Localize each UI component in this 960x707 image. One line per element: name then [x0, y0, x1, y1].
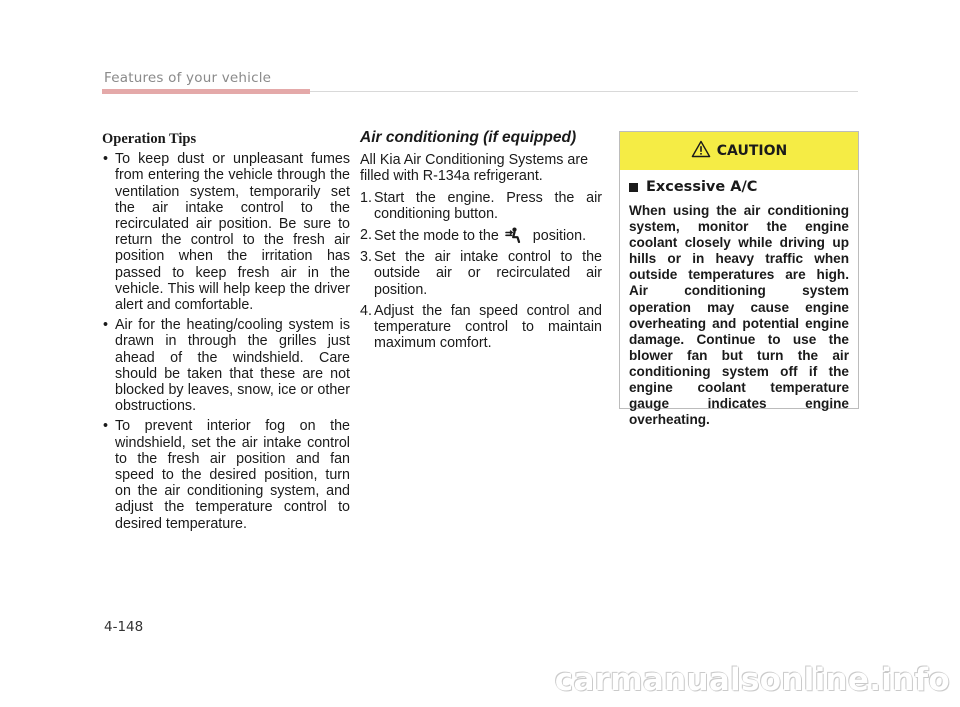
tip-item — [102, 418, 350, 531]
step-text: Adjust the fan speed control and temperature control to maintain maximum comfort. — [374, 302, 602, 352]
header-accent-bar — [102, 89, 310, 94]
air-conditioning-column — [360, 128, 602, 356]
tips-list — [102, 151, 350, 532]
operation-tips-heading: Operation Tips — [102, 131, 197, 147]
caution-body-text: When using the air conditioning system, monitor the engine coolant closely while driving up hills or in heavy traffic when outside temperatures are high. Air conditioning system operation may cause engine overheating and potential engine damage. Continue to use the blower fan but turn the air conditioning system off if the engine coolant temperature gauge indicates engine overheating. — [629, 203, 849, 428]
ac-step — [360, 190, 602, 222]
ac-step — [360, 303, 602, 352]
tip-text: To prevent interior fog on the windshield, set the air intake control to the fresh air position and fan speed to the desired position, turn on the air conditioning system, and adjust the temperature control to desired temperature. — [115, 418, 350, 532]
tip-text: Air for the heating/cooling system is drawn in through the grilles just ahead of the windshield. Care should be taken that these are not blocked by leaves, snow, ice or other obstructions. — [115, 317, 350, 415]
step-text-after-icon: position. — [532, 228, 587, 245]
face-vent-mode-icon — [499, 227, 533, 243]
air-conditioning-intro: All Kia Air Conditioning Systems are filled with R-134a refrigerant. — [360, 152, 589, 185]
step-number: 2. — [360, 227, 372, 244]
bullet-icon: • — [103, 317, 109, 334]
bullet-icon: • — [103, 151, 109, 168]
step-text: Start the engine. Press the air conditioning button. — [374, 189, 602, 222]
warning-triangle-icon — [691, 140, 711, 163]
step-number: 4. — [360, 302, 372, 319]
caution-banner — [620, 132, 858, 170]
header-rule — [310, 91, 858, 92]
air-conditioning-heading: Air conditioning (if equipped) — [360, 129, 577, 146]
section-title: Features of your vehicle — [104, 70, 272, 86]
ac-step — [360, 249, 602, 298]
tip-item — [102, 317, 350, 414]
tip-item — [102, 151, 350, 313]
watermark: carmanualsonline.info — [554, 662, 950, 698]
bullet-icon: • — [103, 418, 109, 435]
square-bullet-icon — [629, 183, 638, 192]
page-number: 4-148 — [104, 619, 144, 635]
operation-tips-column — [102, 128, 350, 536]
tip-text: To keep dust or unpleasant fumes from entering the vehicle through the ventilation system, temporarily set the air intake control to the recirculated air position. Be sure to return the control to the fresh air position when the irritation has passed to keep fresh air in the vehicle. This will help keep the driver alert and comfortable. — [115, 151, 350, 314]
step-text: Set the air intake control to the outside air or recirculated air position. — [374, 249, 602, 298]
step-text: Set the mode to the — [374, 228, 499, 245]
caution-title: CAUTION — [716, 143, 788, 159]
caution-box — [619, 131, 859, 428]
caution-subheading — [629, 179, 858, 195]
caution-subheading-text: Excessive A/C — [646, 179, 758, 195]
ac-steps-list — [360, 190, 602, 352]
ac-step — [360, 227, 602, 244]
step-number: 1. — [360, 189, 372, 206]
step-number: 3. — [360, 249, 372, 266]
